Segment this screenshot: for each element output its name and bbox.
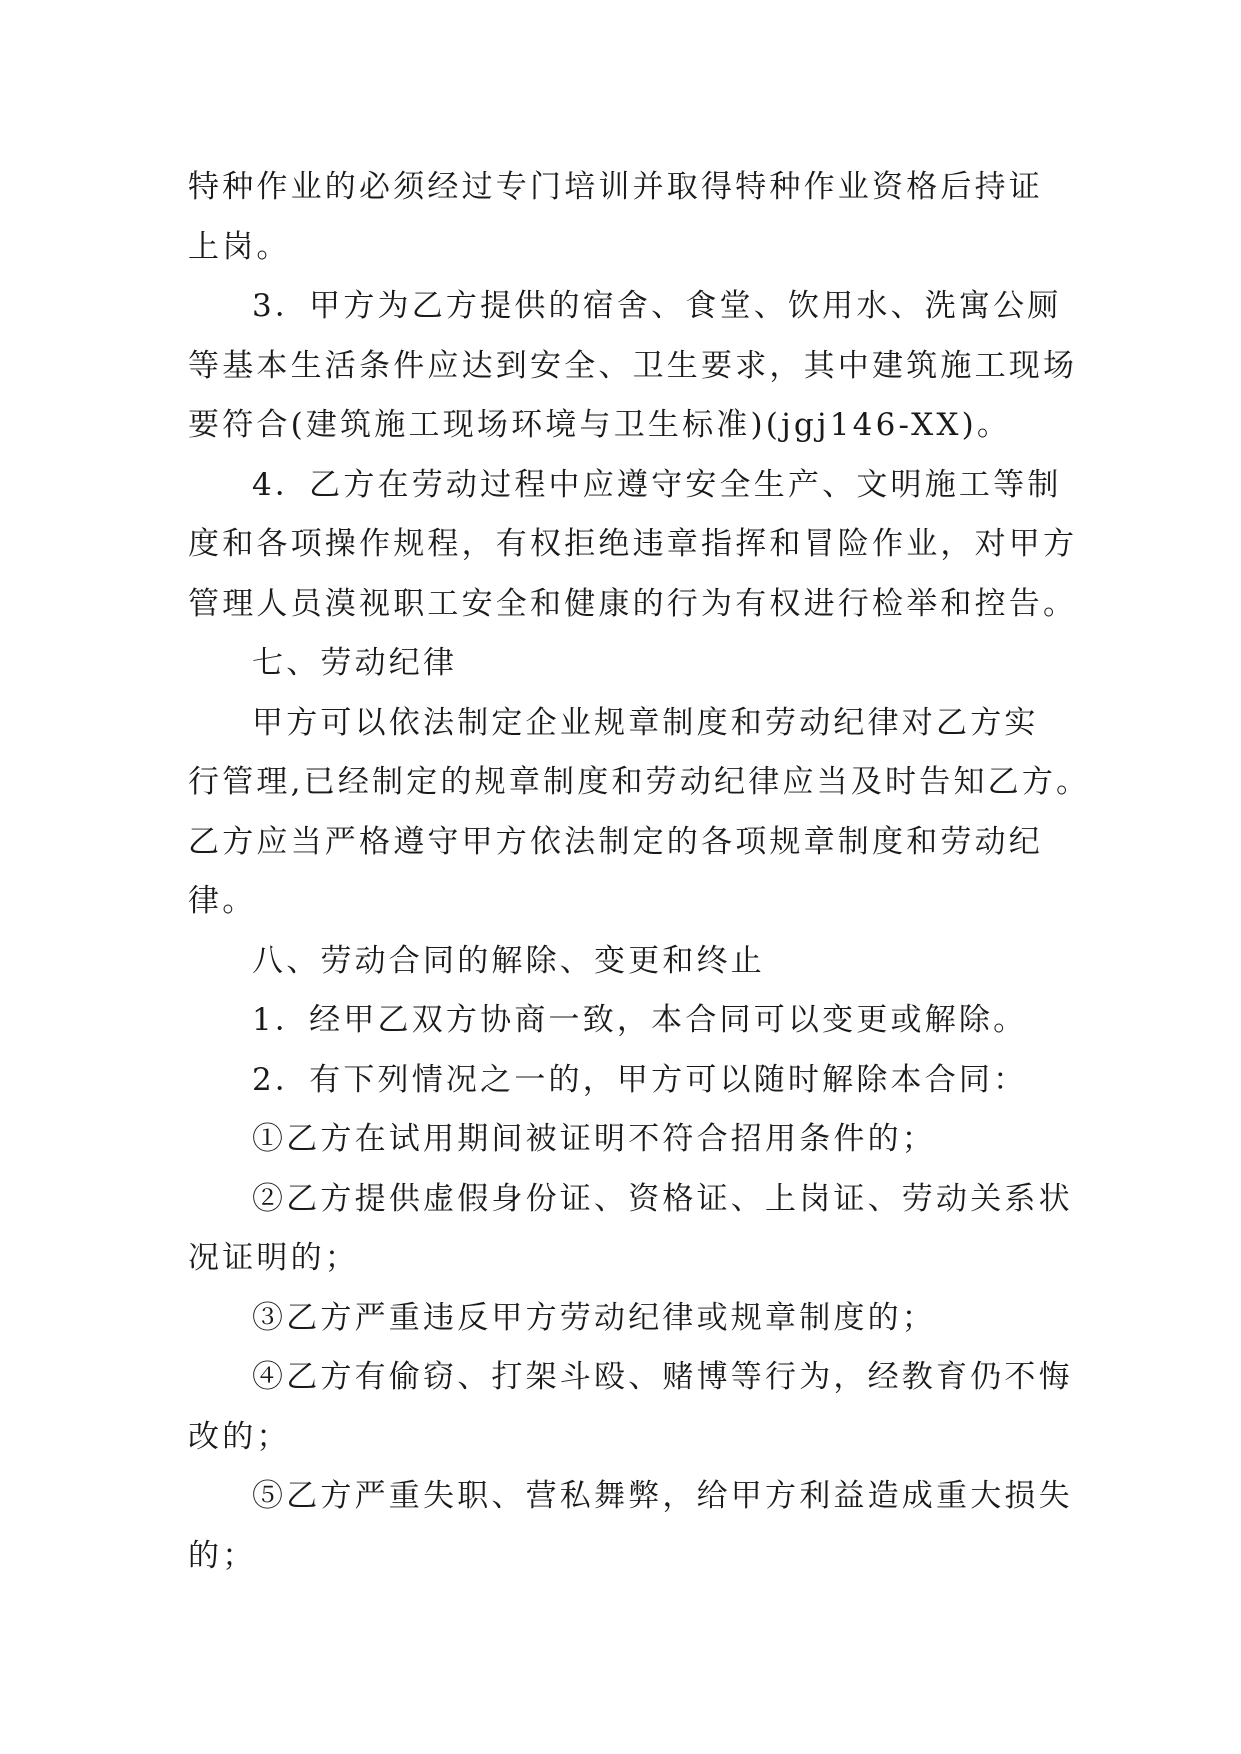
text-line: 管理人员漠视职工安全和健康的行为有权进行检举和控告。 <box>188 585 1078 622</box>
text-line: 况证明的； <box>188 1240 359 1276</box>
clause-1: 1．经甲乙双方协商一致，本合同可以变更或解除。 <box>252 1002 1028 1038</box>
text-line: 行管理,已经制定的规章制度和劳动纪律应当及时告知乙方。 <box>188 764 1091 800</box>
item-3: ③乙方严重违反甲方劳动纪律或规章制度的； <box>252 1299 936 1336</box>
text-line: 上岗。 <box>188 228 291 265</box>
text-line: 度和各项操作规程，有权拒绝违章指挥和冒险作业，对甲方 <box>188 526 1078 562</box>
text-line: 改的； <box>188 1418 291 1455</box>
document-body <box>188 158 1091 1586</box>
text-line: 等基本生活条件应达到安全、卫生要求，其中建筑施工现场 <box>188 347 1078 384</box>
text-line: 要符合(建筑施工现场环境与卫生标准)(jgj146-XX)。 <box>188 407 1012 443</box>
text-line: 律。 <box>188 883 257 919</box>
item-4: ④乙方有偷窃、打架斗殴、赌博等行为，经教育仍不悔 <box>252 1359 1073 1395</box>
item-5: ⑤乙方严重失职、营私舞弊，给甲方利益造成重大损失 <box>252 1478 1073 1514</box>
clause-2: 2．有下列情况之一的，甲方可以随时解除本合同： <box>252 1061 1028 1098</box>
section-heading-eight: 八、劳动合同的解除、变更和终止 <box>252 942 765 979</box>
text-line: 乙方应当严格遵守甲方依法制定的各项规章制度和劳动纪 <box>188 823 1043 860</box>
text-line: 特种作业的必须经过专门培训并取得特种作业资格后持证 <box>188 169 1043 205</box>
paragraph-discipline-start: 甲方可以依法制定企业规章制度和劳动纪律对乙方实 <box>252 704 1039 741</box>
section-heading-seven: 七、劳动纪律 <box>252 645 458 681</box>
paragraph-4-start: 4．乙方在劳动过程中应遵守安全生产、文明施工等制 <box>252 466 1062 503</box>
text-line: 的； <box>188 1537 257 1574</box>
item-2: ②乙方提供虚假身份证、资格证、上岗证、劳动关系状 <box>252 1180 1073 1217</box>
item-1: ①乙方在试用期间被证明不符合招用条件的； <box>252 1121 936 1157</box>
paragraph-3-start: 3．甲方为乙方提供的宿舍、食堂、饮用水、洗寓公厕 <box>252 288 1062 324</box>
